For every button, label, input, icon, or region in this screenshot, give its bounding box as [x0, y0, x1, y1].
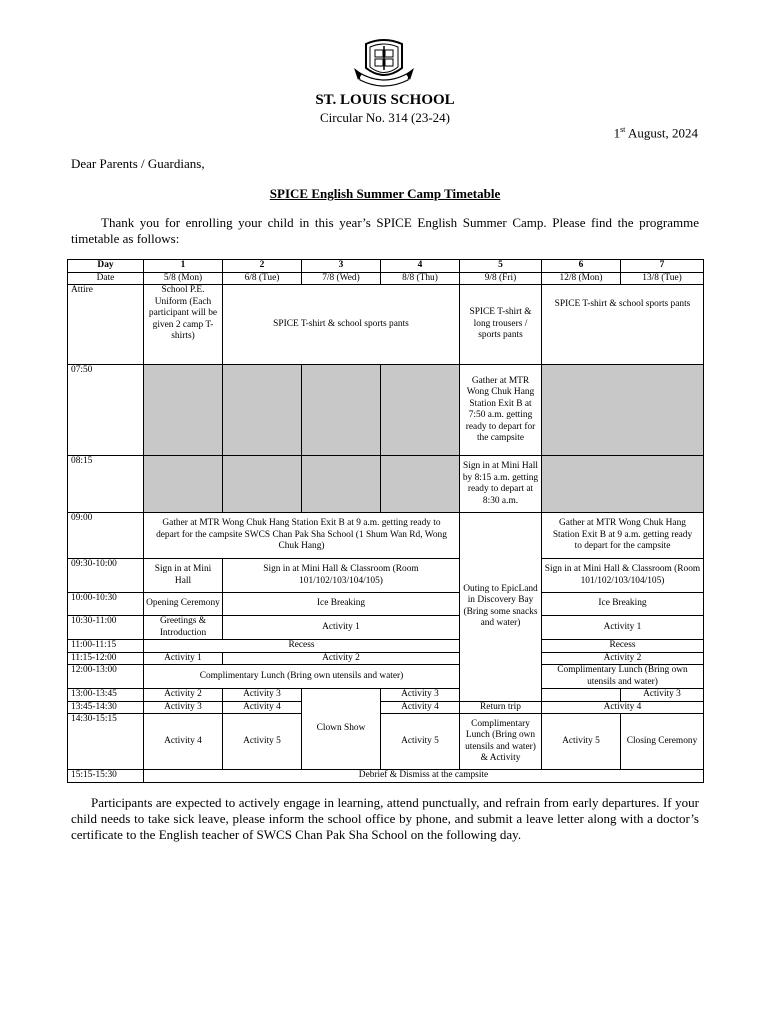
closing-paragraph: Participants are expected to actively engage in learning, attend punctually, and refrain from early departures. If your child needs to take sick leave, please inform the school office by phone, and submit a leave letter along with a doctor’s certificate to the English teacher of SWCS Chan Pak Sha School on the following day.: [71, 795, 699, 842]
time-label: 11:00-11:15: [68, 640, 144, 653]
time-label: 10:30-11:00: [68, 616, 144, 640]
table-cell: Gather at MTR Wong Chuk Hang Station Exit B at 9 a.m. getting ready to depart for the campsite: [542, 513, 704, 559]
table-cell: School P.E. Uniform (Each participant will be given 2 camp T-shirts): [144, 285, 223, 365]
table-cell: Complimentary Lunch (Bring own utensils and water) & Activity: [460, 714, 542, 770]
table-cell: Activity 3: [621, 689, 704, 702]
table-cell: Activity 4: [542, 701, 704, 714]
table-row: [68, 652, 704, 665]
time-label: 15:15-15:30: [68, 770, 144, 783]
table-cell: Return trip: [460, 701, 542, 714]
school-crest-icon: [352, 38, 416, 88]
time-label: 11:15-12:00: [68, 652, 144, 665]
day-2: 2: [223, 260, 302, 273]
shaded-cell: [381, 456, 460, 513]
day-1: 1: [144, 260, 223, 273]
table-row: [68, 616, 704, 640]
shaded-cell: [542, 365, 704, 456]
day-label: Day: [68, 260, 144, 273]
shaded-cell: [381, 365, 460, 456]
shaded-cell: [223, 365, 302, 456]
date-5: 9/8 (Fri): [460, 272, 542, 285]
time-label: 07:50: [68, 365, 144, 456]
table-cell: Gather at MTR Wong Chuk Hang Station Exit B at 7:50 a.m. getting ready to depart for the campsite: [460, 365, 542, 456]
table-row: [68, 260, 704, 273]
intro-paragraph: Thank you for enrolling your child in this year’s SPICE English Summer Camp. Please find the programme timetable as follows:: [71, 215, 699, 246]
table-cell: Activity 1: [542, 616, 704, 640]
table-row: [68, 714, 704, 770]
day-5: 5: [460, 260, 542, 273]
time-label: 09:30-10:00: [68, 559, 144, 593]
day-4: 4: [381, 260, 460, 273]
table-cell: Activity 4: [381, 701, 460, 714]
table-cell: SPICE T-shirt & school sports pants: [542, 285, 704, 365]
table-cell: Activity 2: [542, 652, 704, 665]
table-cell: Activity 2: [144, 689, 223, 702]
date-label: Date: [68, 272, 144, 285]
table-cell: Clown Show: [302, 689, 381, 770]
table-row: [68, 640, 704, 653]
table-cell: Activity 1: [223, 616, 460, 640]
day-6: 6: [542, 260, 621, 273]
time-label: 13:00-13:45: [68, 689, 144, 702]
date-4: 8/8 (Thu): [381, 272, 460, 285]
table-row: [68, 456, 704, 513]
date-2: 6/8 (Tue): [223, 272, 302, 285]
table-cell: Sign in at Mini Hall & Classroom (Room 101/102/103/104/105): [223, 559, 460, 593]
time-label: 10:00-10:30: [68, 593, 144, 616]
table-cell: Closing Ceremony: [621, 714, 704, 770]
table-cell: Activity 5: [542, 714, 621, 770]
table-cell: Activity 5: [223, 714, 302, 770]
time-label: 14:30-15:15: [68, 714, 144, 770]
table-cell: Activity 2: [223, 652, 460, 665]
table-cell: Complimentary Lunch (Bring own utensils and water): [542, 665, 704, 689]
table-cell: Ice Breaking: [542, 593, 704, 616]
date-3: 7/8 (Wed): [302, 272, 381, 285]
table-cell: Greetings & Introduction: [144, 616, 223, 640]
circular-number: Circular No. 314 (23-24): [320, 110, 450, 125]
table-row: [68, 593, 704, 616]
table-cell: Activity 1: [144, 652, 223, 665]
table-row: [68, 285, 704, 365]
shaded-cell: [144, 365, 223, 456]
table-cell: Recess: [542, 640, 704, 653]
day-3: 3: [302, 260, 381, 273]
table-row: [68, 701, 704, 714]
shaded-cell: [302, 456, 381, 513]
table-cell: [542, 689, 621, 702]
table-cell: Activity 3: [144, 701, 223, 714]
table-row: [68, 513, 704, 559]
table-row: [68, 770, 704, 783]
table-cell: Recess: [144, 640, 460, 653]
table-cell: SPICE T-shirt & school sports pants: [223, 285, 460, 365]
shaded-cell: [223, 456, 302, 513]
school-name: ST. LOUIS SCHOOL: [315, 92, 455, 108]
time-label: 13:45-14:30: [68, 701, 144, 714]
table-cell: Sign in at Mini Hall & Classroom (Room 101/102/103/104/105): [542, 559, 704, 593]
table-cell: Activity 4: [144, 714, 223, 770]
table-row: [68, 272, 704, 285]
time-label: Attire: [68, 285, 144, 365]
time-label: 09:00: [68, 513, 144, 559]
time-label: 12:00-13:00: [68, 665, 144, 689]
table-cell: Complimentary Lunch (Bring own utensils and water): [144, 665, 460, 689]
salutation: Dear Parents / Guardians,: [71, 156, 205, 171]
date-7: 13/8 (Tue): [621, 272, 704, 285]
timetable: [67, 259, 704, 783]
shaded-cell: [144, 456, 223, 513]
table-row: [68, 689, 704, 702]
table-cell: Activity 3: [223, 689, 302, 702]
table-cell: Sign in at Mini Hall by 8:15 a.m. getting ready to depart at 8:30 a.m.: [460, 456, 542, 513]
table-cell: Outing to EpicLand in Discovery Bay (Bring some snacks and water): [460, 513, 542, 702]
table-cell: Gather at MTR Wong Chuk Hang Station Exit B at 9 a.m. getting ready to depart for the campsite SWCS Chan Pak Sha School (1 Shum Wan Rd, Wong Chuk Hang): [144, 513, 460, 559]
date-6: 12/8 (Mon): [542, 272, 621, 285]
table-cell: Activity 4: [223, 701, 302, 714]
timetable-title: SPICE English Summer Camp Timetable: [269, 186, 501, 201]
table-cell: SPICE T-shirt & long trousers / sports pants: [460, 285, 542, 365]
shaded-cell: [542, 456, 704, 513]
table-cell: Activity 3: [381, 689, 460, 702]
table-cell: Debrief & Dismiss at the campsite: [144, 770, 704, 783]
letter-date: 1st August, 2024: [613, 125, 698, 141]
table-row: [68, 365, 704, 456]
time-label: 08:15: [68, 456, 144, 513]
table-cell: Opening Ceremony: [144, 593, 223, 616]
date-1: 5/8 (Mon): [144, 272, 223, 285]
table-cell: Activity 5: [381, 714, 460, 770]
day-7: 7: [621, 260, 704, 273]
table-cell: Sign in at Mini Hall: [144, 559, 223, 593]
table-cell: Ice Breaking: [223, 593, 460, 616]
shaded-cell: [302, 365, 381, 456]
table-row: [68, 665, 704, 689]
table-row: [68, 559, 704, 593]
